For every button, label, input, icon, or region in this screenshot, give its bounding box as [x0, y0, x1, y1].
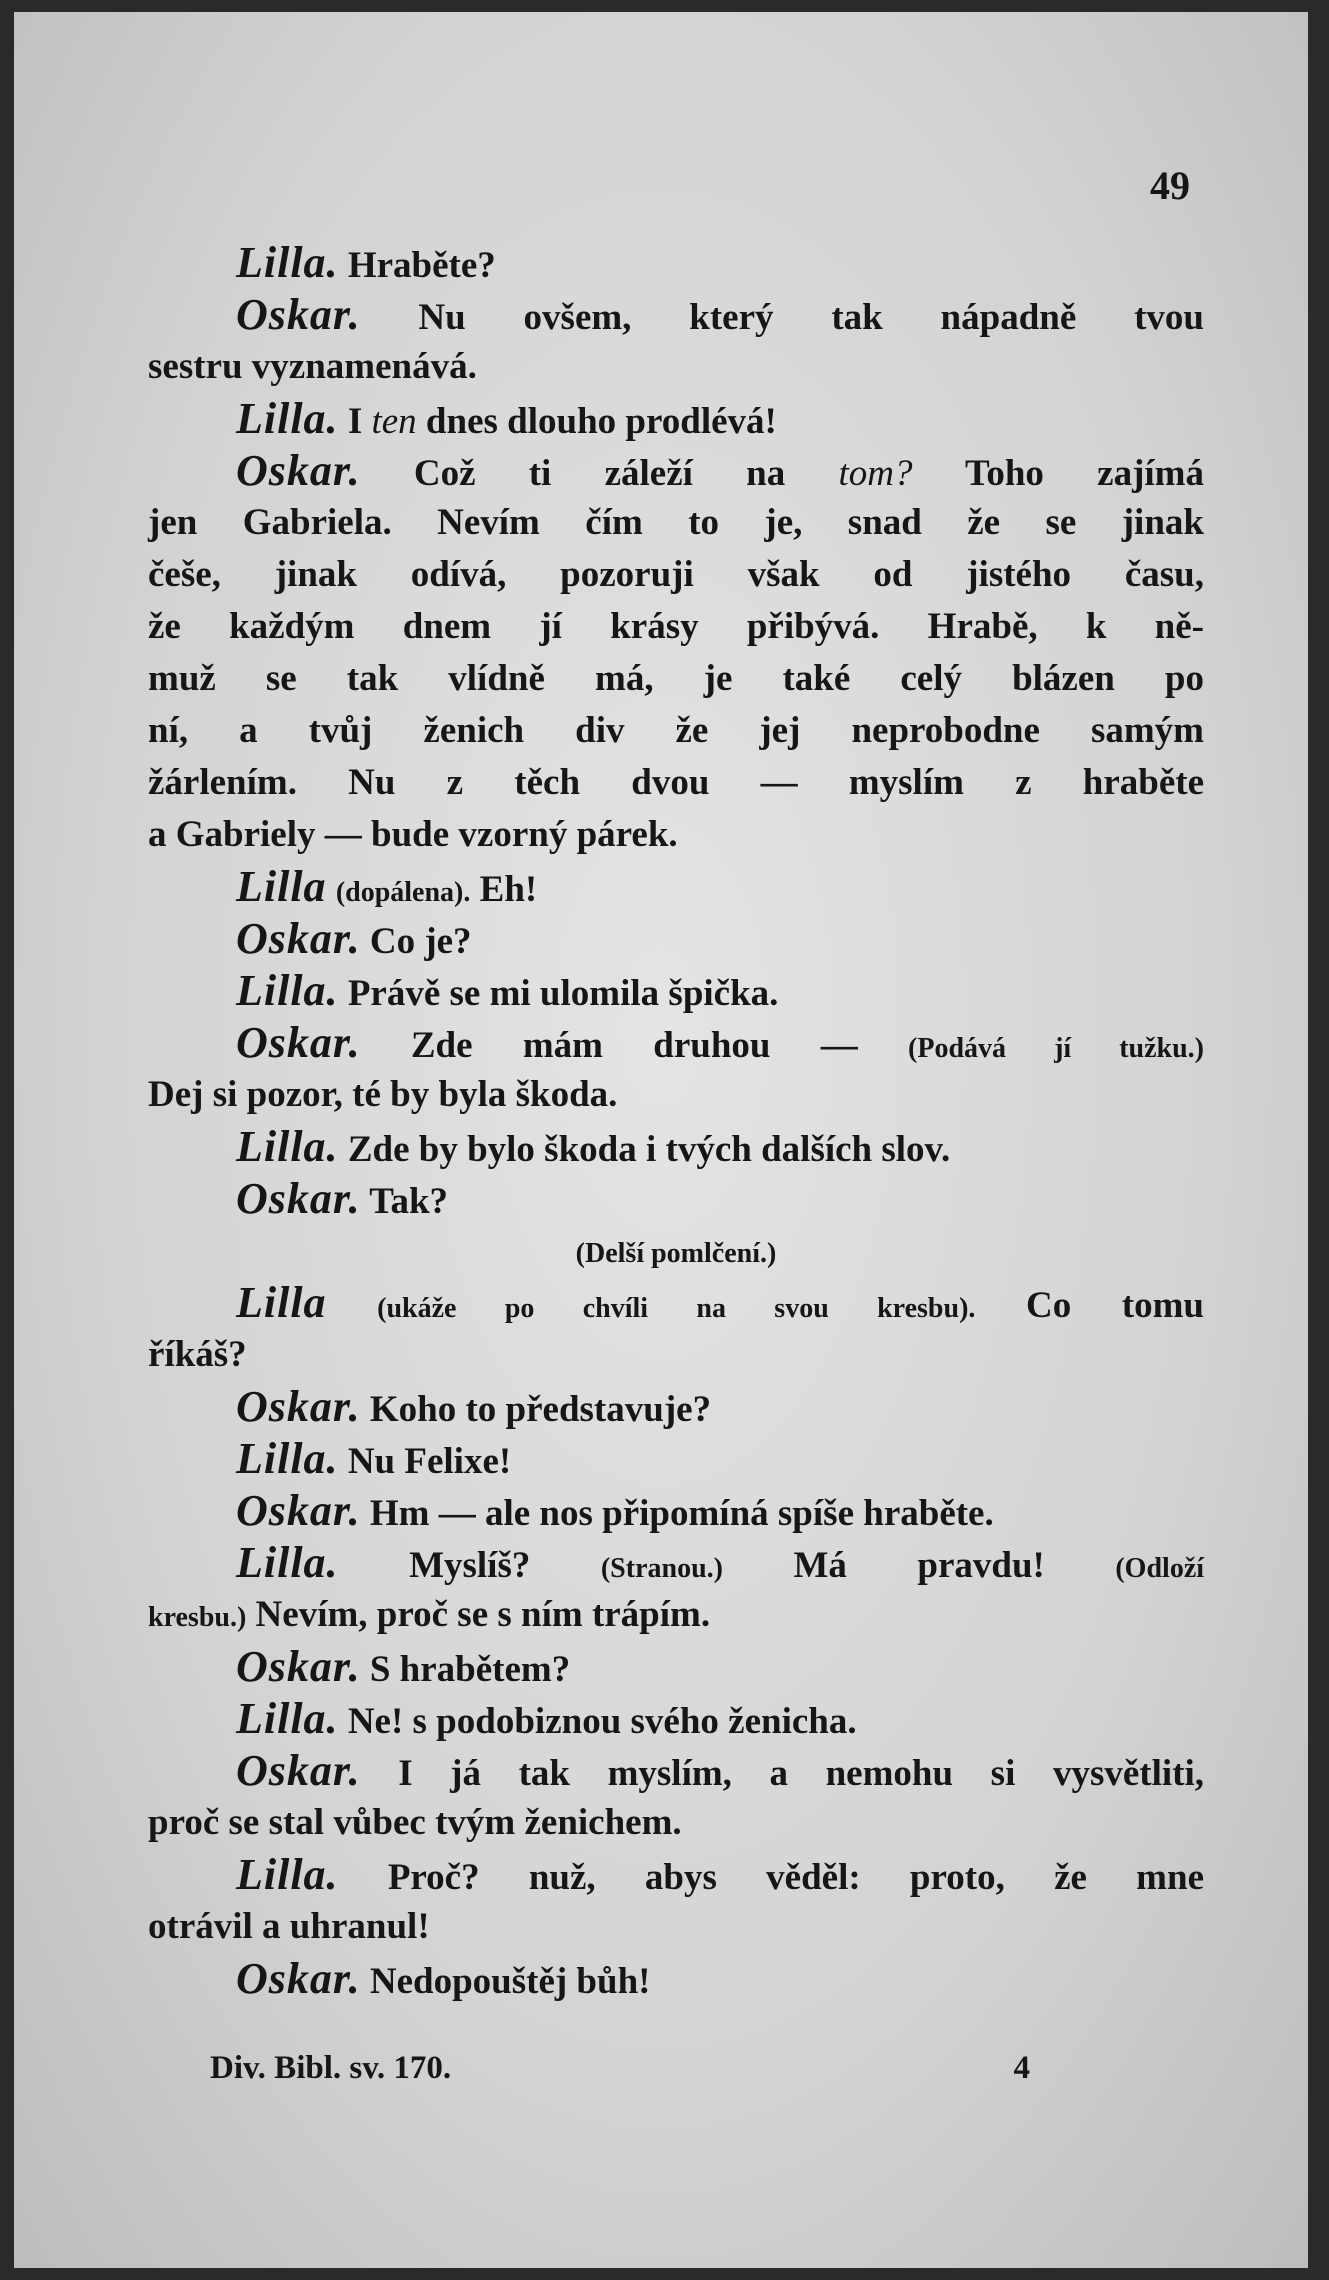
speaker: Lilla.: [236, 1122, 339, 1171]
text-line: Lilla. Hraběte?: [236, 238, 496, 287]
speaker: Oskar.: [236, 1954, 361, 2003]
speaker: Oskar.: [236, 1486, 361, 1535]
footer-imprint: Div. Bibl. sv. 170.: [210, 2050, 452, 2086]
text-line: Lilla. Proč? nuž, abys věděl: proto, že mne: [236, 1850, 1204, 1899]
speaker: Oskar.: [236, 1174, 361, 1223]
text-line: Oskar. Koho to představuje?: [236, 1382, 712, 1431]
emphasis: ten: [371, 401, 417, 442]
stage-direction: (Odloží: [1115, 1553, 1205, 1584]
text-line: muž se tak vlídně má, je také celý blázen po: [148, 658, 1204, 699]
text-line: Dej si pozor, té by byla škoda.: [148, 1074, 618, 1115]
speaker: Oskar.: [236, 1746, 361, 1795]
text-line: Lilla. Zde by bylo škoda i tvých dalších slov.: [236, 1122, 951, 1171]
speaker: Oskar.: [236, 1642, 361, 1691]
text-line: Lilla. I ten dnes dlouho prodlévá!: [236, 394, 777, 443]
text-line: Oskar. Co je?: [236, 914, 472, 963]
speaker: Lilla: [236, 1278, 327, 1327]
speaker: Lilla.: [236, 1850, 339, 1899]
text-line: Oskar. Hm — ale nos připomíná spíše hraběte.: [236, 1486, 994, 1535]
text-line: Oskar. S hrabětem?: [236, 1642, 571, 1691]
text-line: Lilla. Právě se mi ulomila špička.: [236, 966, 779, 1015]
speaker: Oskar.: [236, 1382, 361, 1431]
speaker: Lilla.: [236, 238, 339, 287]
speaker: Oskar.: [236, 914, 361, 963]
page-footer: [210, 2050, 1030, 2087]
text-line: a Gabriely — bude vzorný párek.: [148, 814, 678, 855]
text-line: kresbu.) Nevím, proč se s ním trápím.: [148, 1594, 711, 1635]
stage-direction: (Delší pomlčení.): [575, 1238, 777, 1269]
text-line: říkáš?: [148, 1334, 247, 1375]
text-line: Oskar. Nu ovšem, který tak nápadně tvou: [236, 290, 1205, 339]
text-line: proč se stal vůbec tvým ženichem.: [148, 1802, 682, 1843]
text-line: Oskar. Což ti záleží na tom? Toho zajímá: [236, 446, 1204, 495]
stage-direction: (ukáže po chvíli na svou kresbu).: [377, 1293, 976, 1324]
text-line: že každým dnem jí krásy přibývá. Hrabě, k ně-: [148, 606, 1204, 647]
text-line: Lilla. Ne! s podobiznou svého ženicha.: [236, 1694, 857, 1743]
speaker: Lilla: [236, 862, 327, 911]
text-line: Lilla. Nu Felixe!: [236, 1434, 512, 1483]
speaker: Lilla.: [236, 1538, 339, 1587]
text-line: otrávil a uhranul!: [148, 1906, 430, 1947]
speaker: Oskar.: [236, 290, 361, 339]
text-line: Lilla (ukáže po chvíli na svou kresbu). Co tomu: [236, 1278, 1205, 1327]
speaker: Oskar.: [236, 1018, 361, 1067]
text-line: češe, jinak odívá, pozoruji však od jistého času,: [148, 554, 1204, 595]
emphasis: tom?: [838, 453, 913, 494]
speaker: Lilla.: [236, 394, 339, 443]
signature-mark: 4: [1013, 2050, 1030, 2086]
dialogue-text: [148, 237, 1204, 2005]
speaker: Oskar.: [236, 446, 361, 495]
text-line: sestru vyznamenává.: [148, 346, 477, 387]
speaker: Lilla.: [236, 1434, 339, 1483]
text-line: Oskar. Nedopouštěj bůh!: [236, 1954, 651, 2003]
stage-direction: (Podává jí tužku.): [908, 1033, 1204, 1064]
stage-direction: (Stranou.): [600, 1553, 723, 1584]
text-line: Lilla. Myslíš? (Stranou.) Má pravdu! (Odloží: [236, 1538, 1205, 1587]
speaker: Lilla.: [236, 966, 339, 1015]
speaker: Lilla.: [236, 1694, 339, 1743]
text-line: ní, a tvůj ženich div že jej neprobodne samým: [148, 710, 1204, 751]
text-line: [148, 1225, 1204, 1277]
text-line: žárlením. Nu z těch dvou — myslím z hraběte: [148, 762, 1204, 803]
text-line: Oskar. I já tak myslím, a nemohu si vysvětliti,: [236, 1746, 1204, 1795]
page-number: 49: [1150, 163, 1190, 208]
text-line: jen Gabriela. Nevím čím to je, snad že se jinak: [148, 502, 1204, 543]
text-line: Oskar. Zde mám druhou — (Podává jí tužku.): [236, 1018, 1204, 1067]
stage-direction: (dopálena).: [335, 877, 471, 908]
stage-direction: kresbu.): [148, 1602, 247, 1633]
text-line: Lilla (dopálena). Eh!: [236, 862, 538, 911]
text-line: Oskar. Tak?: [236, 1174, 449, 1223]
book-page: [14, 12, 1308, 2268]
